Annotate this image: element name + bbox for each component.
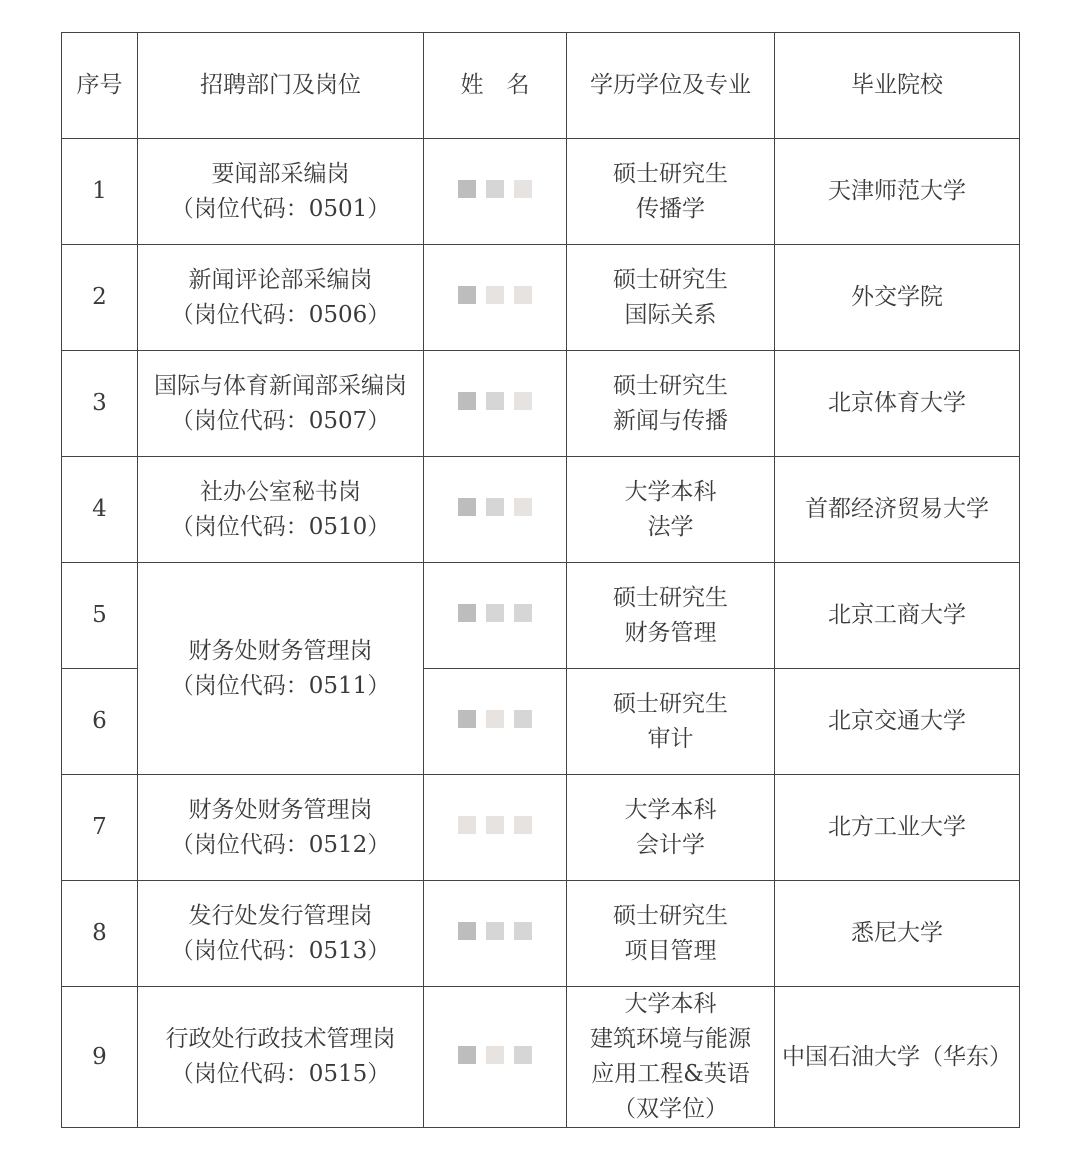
redacted-name <box>458 1046 532 1064</box>
major: 传播学 <box>636 195 705 222</box>
table-row <box>62 881 1020 987</box>
position-code: （岗位代码：0507） <box>170 407 391 434</box>
name-cell <box>424 881 567 987</box>
school-cell: 北京体育大学 <box>775 351 1020 457</box>
major: 项目管理 <box>624 937 717 964</box>
dept-cell <box>138 987 424 1128</box>
position-code: （岗位代码：0506） <box>170 301 391 328</box>
header-seq: 序号 <box>62 33 138 139</box>
dept-cell <box>138 881 424 987</box>
table-row <box>62 987 1020 1128</box>
dept-cell <box>138 563 424 775</box>
school-cell: 中国石油大学（华东） <box>775 987 1020 1128</box>
degree-note: （双学位） <box>613 1096 728 1122</box>
position-code: （岗位代码：0513） <box>170 937 391 964</box>
major: 建筑环境与能源 <box>590 1026 751 1052</box>
school-cell: 北方工业大学 <box>775 775 1020 881</box>
dept-cell <box>138 139 424 245</box>
name-cell <box>424 457 567 563</box>
name-cell <box>424 669 567 775</box>
row-number: 3 <box>62 351 138 457</box>
recruitment-table <box>61 32 1020 1128</box>
dept-name: 要闻部采编岗 <box>211 160 350 187</box>
position-code: （岗位代码：0511） <box>170 672 391 699</box>
redacted-name <box>458 604 532 622</box>
row-number: 6 <box>62 669 138 775</box>
row-number: 5 <box>62 563 138 669</box>
major: 法学 <box>647 513 694 540</box>
row-number: 1 <box>62 139 138 245</box>
redacted-name <box>458 922 532 940</box>
name-cell <box>424 987 567 1128</box>
redacted-name <box>458 498 532 516</box>
dept-name: 社办公室秘书岗 <box>200 478 361 505</box>
table-row <box>62 775 1020 881</box>
header-dept: 招聘部门及岗位 <box>138 33 424 139</box>
dept-name: 新闻评论部采编岗 <box>188 266 373 293</box>
row-number: 7 <box>62 775 138 881</box>
row-number: 4 <box>62 457 138 563</box>
table-row <box>62 245 1020 351</box>
dept-cell <box>138 775 424 881</box>
table-row <box>62 457 1020 563</box>
degree-cell <box>567 563 775 669</box>
major: 财务管理 <box>624 619 717 646</box>
table-row <box>62 139 1020 245</box>
school-cell: 首都经济贸易大学 <box>775 457 1020 563</box>
table-row <box>62 563 1020 669</box>
major: 新闻与传播 <box>613 407 728 434</box>
row-number: 8 <box>62 881 138 987</box>
major: 审计 <box>647 725 694 752</box>
major: 会计学 <box>636 831 705 858</box>
dept-cell <box>138 351 424 457</box>
degree: 大学本科 <box>624 991 717 1017</box>
name-cell <box>424 775 567 881</box>
dept-name: 财务处财务管理岗 <box>188 796 373 823</box>
degree: 硕士研究生 <box>613 160 728 187</box>
degree: 硕士研究生 <box>613 584 728 611</box>
redacted-name <box>458 710 532 728</box>
redacted-name <box>458 392 532 410</box>
position-code: （岗位代码：0501） <box>170 195 391 222</box>
dept-name: 发行处发行管理岗 <box>188 902 373 929</box>
degree: 硕士研究生 <box>613 372 728 399</box>
row-number: 9 <box>62 987 138 1128</box>
position-code: （岗位代码：0515） <box>170 1061 391 1087</box>
school-cell: 北京工商大学 <box>775 563 1020 669</box>
major-second: 应用工程&英语 <box>591 1061 750 1087</box>
position-code: （岗位代码：0510） <box>170 513 391 540</box>
degree: 硕士研究生 <box>613 690 728 717</box>
header-school: 毕业院校 <box>775 33 1020 139</box>
dept-name: 国际与体育新闻部采编岗 <box>154 372 407 399</box>
degree-cell <box>567 245 775 351</box>
degree-cell <box>567 669 775 775</box>
major: 国际关系 <box>624 301 717 328</box>
degree-cell <box>567 987 775 1128</box>
dept-name: 财务处财务管理岗 <box>188 637 373 664</box>
school-cell: 悉尼大学 <box>775 881 1020 987</box>
degree-cell <box>567 139 775 245</box>
dept-cell <box>138 457 424 563</box>
degree-cell <box>567 775 775 881</box>
row-number: 2 <box>62 245 138 351</box>
table-header-row <box>62 33 1020 139</box>
dept-cell <box>138 245 424 351</box>
school-cell: 北京交通大学 <box>775 669 1020 775</box>
school-cell: 天津师范大学 <box>775 139 1020 245</box>
degree-cell <box>567 457 775 563</box>
degree: 硕士研究生 <box>613 902 728 929</box>
table-row <box>62 351 1020 457</box>
position-code: （岗位代码：0512） <box>170 831 391 858</box>
redacted-name <box>458 180 532 198</box>
name-cell <box>424 351 567 457</box>
degree: 硕士研究生 <box>613 266 728 293</box>
header-name: 姓 名 <box>424 33 567 139</box>
name-cell <box>424 563 567 669</box>
header-degree: 学历学位及专业 <box>567 33 775 139</box>
dept-name: 行政处行政技术管理岗 <box>165 1026 396 1052</box>
name-cell <box>424 245 567 351</box>
degree-cell <box>567 881 775 987</box>
name-cell <box>424 139 567 245</box>
degree: 大学本科 <box>624 478 717 505</box>
degree: 大学本科 <box>624 796 717 823</box>
degree-cell <box>567 351 775 457</box>
redacted-name <box>458 816 532 834</box>
redacted-name <box>458 286 532 304</box>
school-cell: 外交学院 <box>775 245 1020 351</box>
